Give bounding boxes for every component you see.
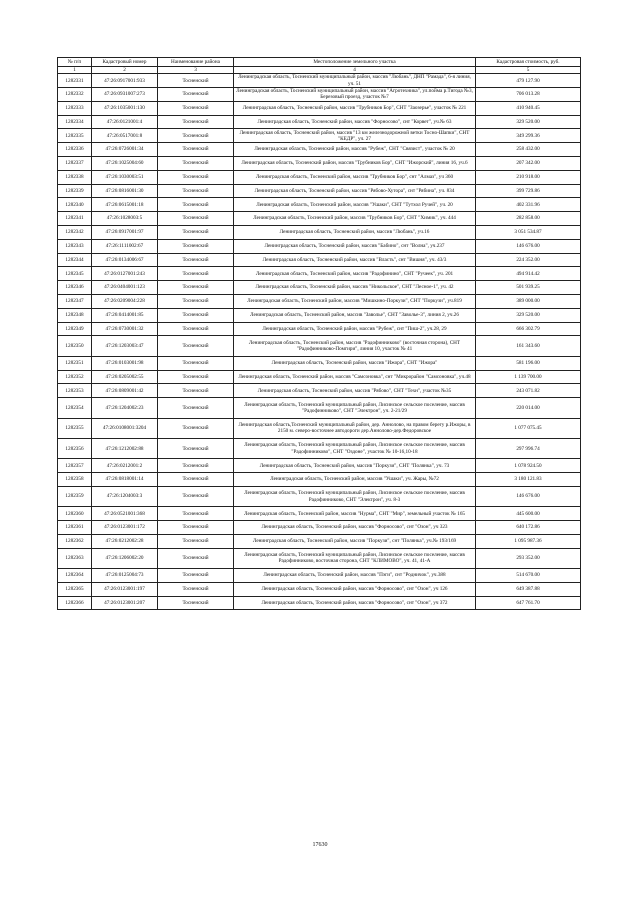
district-name: Тосненский — [158, 398, 234, 418]
table-row — [58, 239, 581, 253]
cadastral-value: 649 387.88 — [476, 582, 581, 596]
district-name: Тосненский — [158, 115, 234, 129]
land-location: Ленинградская область, Тосненский район, массив "Ижора", СНТ "Ижора" — [234, 356, 476, 370]
table-row — [58, 212, 581, 226]
cadastral-value: 1 139 700.00 — [476, 370, 581, 384]
table-row — [58, 569, 581, 583]
district-name: Тосненский — [158, 308, 234, 322]
land-location: Ленинградская область,Тосненский муниципальный район, дер. Аннолово, на правом берегу р.Ижоры, в 2150 м. северо-восточнее автодороги дер.Аннолово-дер.Федоровское — [234, 418, 476, 438]
cadastral-value: 640 172.86 — [476, 521, 581, 535]
land-location: Ленинградская область, Тосненский район, массив "Власть", снт "Вишня", уч. 43/3 — [234, 253, 476, 267]
cadastral-value: 349 299.36 — [476, 129, 581, 143]
district-name: Тосненский — [158, 459, 234, 473]
table-row — [58, 156, 581, 170]
district-name: Тосненский — [158, 521, 234, 535]
cadastral-number: 47:26:0123001:172 — [92, 521, 158, 535]
cadastral-number: 47:26:0134006:67 — [92, 253, 158, 267]
table-row — [58, 322, 581, 336]
cadastral-value: 161 343.60 — [476, 336, 581, 356]
land-location: Ленинградская область, Тосненский район, массив "Рубеж", СНТ "Связист", участок № 20 — [234, 143, 476, 157]
cadastral-value: 146 676.00 — [476, 486, 581, 506]
land-location: Ленинградская область, Тосненский район, массив "13 км железнодорожной ветки Тосно-Шапки", СНТ "КЕДР", уч. 27 — [234, 129, 476, 143]
cadastral-value: 146 676.00 — [476, 239, 581, 253]
table-row — [58, 548, 581, 568]
cadastral-value: 224 352.00 — [476, 253, 581, 267]
cadastral-value: 581 196.00 — [476, 356, 581, 370]
land-location: Ленинградская область, Тосненский район, массив "Мишкино-Поркузи", СНТ "Поркузи", уч.819 — [234, 294, 476, 308]
table-row — [58, 521, 581, 535]
row-number: 1282340 — [58, 198, 92, 212]
land-location: Ленинградская область, Тосненский район, массив "Радофинино", СНТ "Ручеек", уч. 201 — [234, 267, 476, 281]
cadastral-number: 47:26:1111002:67 — [92, 239, 158, 253]
cadastral-number: 47:26:0209004:228 — [92, 294, 158, 308]
land-location: Ленинградская область, Тосненский район, массив "Никольское", СНТ "Лесное-1", уч. 42 — [234, 281, 476, 295]
row-number: 1282336 — [58, 143, 92, 157]
row-number: 1282349 — [58, 322, 92, 336]
cadastral-number: 47:26:0917001:97 — [92, 225, 158, 239]
row-number: 1282333 — [58, 101, 92, 115]
district-name: Тосненский — [158, 473, 234, 487]
district-name: Тосненский — [158, 569, 234, 583]
land-location: Ленинградская область, Тосненский район, массив "Пэги", снт "Родничок", уч.388 — [234, 569, 476, 583]
row-number: 1282355 — [58, 418, 92, 438]
cadastral-value: 1 077 075.45 — [476, 418, 581, 438]
land-location: Ленинградская область, Тосненский район, массив "Ушаки", уч. Жары, №72 — [234, 473, 476, 487]
cadastral-number: 47:26:0123001:197 — [92, 582, 158, 596]
cadastral-value: 282 858.00 — [476, 212, 581, 226]
cadastral-number: 47:26:0205002:55 — [92, 370, 158, 384]
land-location: Ленинградская область, Тосненский район, массив "Форносово", снт "Корвет", уч.№ 63 — [234, 115, 476, 129]
table-row — [58, 370, 581, 384]
cadastral-number: 47:26:1028003:5 — [92, 212, 158, 226]
cadastral-number: 47:26:0212001:2 — [92, 459, 158, 473]
cadastral-number: 47:26:0615001:18 — [92, 198, 158, 212]
cadastral-number: 47:26:1025004:60 — [92, 156, 158, 170]
row-number: 1282337 — [58, 156, 92, 170]
cadastral-number: 47:26:1035001:130 — [92, 101, 158, 115]
cadastral-value-document — [57, 57, 580, 610]
row-number: 1282344 — [58, 253, 92, 267]
cadastral-value: 647 761.70 — [476, 596, 581, 610]
cadastral-number: 47:26:0404001:123 — [92, 281, 158, 295]
table-row — [58, 398, 581, 418]
land-location: Ленинградская область, Тосненский район, массив "Форносово", снт "Озон", уч 323 — [234, 521, 476, 535]
district-name: Тосненский — [158, 143, 234, 157]
land-location: Ленинградская область, Тосненский муниципальный район, массив "Агротехника", ул.пойма р.Тигода №3, Березовый проезд, участок №7 — [234, 88, 476, 102]
table-row — [58, 582, 581, 596]
district-name: Тосненский — [158, 548, 234, 568]
cadastral-number: 47:26:0212002:28 — [92, 534, 158, 548]
district-name: Тосненский — [158, 129, 234, 143]
col-index-5: 5 — [476, 67, 581, 74]
cadastral-value: 389 000.00 — [476, 294, 581, 308]
land-location: Ленинградская область, Тосненский район, массив "Заволье", СНТ "Заволье-3", линия 2, уч.26 — [234, 308, 476, 322]
row-number: 1282351 — [58, 356, 92, 370]
page-number: 17630 — [312, 842, 328, 848]
table-row — [58, 308, 581, 322]
table-row — [58, 281, 581, 295]
cadastral-value: 402 331.96 — [476, 198, 581, 212]
cadastral-number: 47:26:0121001:4 — [92, 115, 158, 129]
col-header-district: Наименование района — [158, 58, 234, 67]
cadastral-number: 47:26:0127001:243 — [92, 267, 158, 281]
district-name: Тосненский — [158, 356, 234, 370]
cadastral-table — [57, 57, 581, 610]
table-row — [58, 115, 581, 129]
district-name: Тосненский — [158, 294, 234, 308]
district-name: Тосненский — [158, 596, 234, 610]
district-name: Тосненский — [158, 156, 234, 170]
table-row — [58, 74, 581, 88]
table-row — [58, 336, 581, 356]
land-location: Ленинградская область, Тосненский район, массив "Форносово", снт "Озон", уч 372 — [234, 596, 476, 610]
cadastral-number: 47:26:1204002:23 — [92, 398, 158, 418]
table-row — [58, 267, 581, 281]
cadastral-value: 479 127.90 — [476, 74, 581, 88]
table-body — [58, 74, 581, 610]
land-location: Ленинградская область, Тосненский муниципальный район, массив "Любань", ДНП "Рамада", 6-я линия, уч. 51 — [234, 74, 476, 88]
row-number: 1282334 — [58, 115, 92, 129]
cadastral-number: 47:26:0103001:98 — [92, 356, 158, 370]
cadastral-number: 47:26:0108001:3204 — [92, 418, 158, 438]
cadastral-number: 47:26:0809001:42 — [92, 384, 158, 398]
row-number: 1282346 — [58, 281, 92, 295]
land-location: Ленинградская область, Тосненский район, массив "Рябово-Хутора", снт "Рябина", уч. 834 — [234, 184, 476, 198]
col-index-2: 2 — [92, 67, 158, 74]
cadastral-number: 47:26:0125004:73 — [92, 569, 158, 583]
header-row — [58, 58, 581, 67]
cadastral-number: 47:26:0931007:273 — [92, 88, 158, 102]
district-name: Тосненский — [158, 322, 234, 336]
cadastral-value: 220 014.00 — [476, 398, 581, 418]
land-location: Ленинградская область, Тосненский район, массив "Ушаки", СНТ "Тутхол Ручей", уч. 20 — [234, 198, 476, 212]
table-row — [58, 129, 581, 143]
col-index-1: 1 — [58, 67, 92, 74]
cadastral-value: 445 600.00 — [476, 507, 581, 521]
cadastral-value: 207 342.00 — [476, 156, 581, 170]
col-header-number: № п/п — [58, 58, 92, 67]
land-location: Ленинградская область, Тосненский район, массив "Нурма", СНТ "Мир", земельный участок № 165 — [234, 507, 476, 521]
row-number: 1282341 — [58, 212, 92, 226]
row-number: 1282335 — [58, 129, 92, 143]
cadastral-value: 1 078 924.50 — [476, 459, 581, 473]
cadastral-value: 410 940.45 — [476, 101, 581, 115]
cadastral-number: 47:26:1206002:20 — [92, 548, 158, 568]
cadastral-value: 297 996.74 — [476, 438, 581, 458]
cadastral-value: 514 670.00 — [476, 569, 581, 583]
district-name: Тосненский — [158, 582, 234, 596]
district-name: Тосненский — [158, 534, 234, 548]
table-row — [58, 438, 581, 458]
column-index-row — [58, 67, 581, 74]
district-name: Тосненский — [158, 281, 234, 295]
cadastral-value: 1 095 987.36 — [476, 534, 581, 548]
row-number: 1282338 — [58, 170, 92, 184]
table-row — [58, 473, 581, 487]
table-row — [58, 418, 581, 438]
cadastral-number: 47:26:0123001:207 — [92, 596, 158, 610]
row-number: 1282363 — [58, 548, 92, 568]
land-location: Ленинградская область, Тосненский район, массив "Рябово", СНТ "Техн", участок №35 — [234, 384, 476, 398]
table-row — [58, 459, 581, 473]
table-row — [58, 225, 581, 239]
row-number: 1282358 — [58, 473, 92, 487]
district-name: Тосненский — [158, 418, 234, 438]
table-row — [58, 596, 581, 610]
table-row — [58, 170, 581, 184]
row-number: 1282357 — [58, 459, 92, 473]
table-row — [58, 184, 581, 198]
table-row — [58, 507, 581, 521]
cadastral-number: 47:26:0816001:30 — [92, 184, 158, 198]
district-name: Тосненский — [158, 507, 234, 521]
cadastral-number: 47:26:0414001:85 — [92, 308, 158, 322]
land-location: Ленинградская область, Тосненский муниципальный район, Лисинское сельское поселение, массив Радофинниково, восточная сторона, СНТ "КЛИМОВО", уч. 41, 41-А — [234, 548, 476, 568]
cadastral-value: 706 013.28 — [476, 88, 581, 102]
row-number: 1282359 — [58, 486, 92, 506]
row-number: 1282360 — [58, 507, 92, 521]
row-number: 1282354 — [58, 398, 92, 418]
cadastral-value: 3 051 534.87 — [476, 225, 581, 239]
district-name: Тосненский — [158, 438, 234, 458]
table-row — [58, 534, 581, 548]
district-name: Тосненский — [158, 267, 234, 281]
row-number: 1282350 — [58, 336, 92, 356]
table-row — [58, 486, 581, 506]
district-name: Тосненский — [158, 384, 234, 398]
land-location: Ленинградская область, Тосненский район, массив "Любань", уч.16 — [234, 225, 476, 239]
cadastral-number: 47:26:1204003:3 — [92, 486, 158, 506]
land-location: Ленинградская область, Тосненский район, массив "Трубников Бор", СНТ "Химик", уч. 444 — [234, 212, 476, 226]
cadastral-number: 47:26:1212002:88 — [92, 438, 158, 458]
table-row — [58, 253, 581, 267]
district-name: Тосненский — [158, 198, 234, 212]
col-header-cadastral-number: Кадастровый номер — [92, 58, 158, 67]
land-location: Ленинградская область, Тосненский район, массив "Трубников Бор", СНТ "Заозерье", участок № 221 — [234, 101, 476, 115]
cadastral-value: 293 352.00 — [476, 548, 581, 568]
land-location: Ленинградская область, Тосненский район, массив "Поркузи", СНТ "Полянка", уч. 73 — [234, 459, 476, 473]
col-header-cadastral-value: Кадастровая стоимость, руб. — [476, 58, 581, 67]
row-number: 1282353 — [58, 384, 92, 398]
district-name: Тосненский — [158, 212, 234, 226]
row-number: 1282361 — [58, 521, 92, 535]
district-name: Тосненский — [158, 74, 234, 88]
row-number: 1282356 — [58, 438, 92, 458]
cadastral-value: 258 432.00 — [476, 143, 581, 157]
row-number: 1282365 — [58, 582, 92, 596]
cadastral-value: 3 180 121.83 — [476, 473, 581, 487]
row-number: 1282331 — [58, 74, 92, 88]
land-location: Ленинградская область, Тосненский муниципальный район, Лисинское сельское поселение, массив "Радофинниково", СНТ "Оздоне", участок № 10-16,10-18 — [234, 438, 476, 458]
district-name: Тосненский — [158, 486, 234, 506]
land-location: Ленинградская область, Тосненский муниципальный район, Лисинское сельское поселение, массив "Радофинниково", СНТ "Электрон", уч. 2-21/29 — [234, 398, 476, 418]
district-name: Тосненский — [158, 239, 234, 253]
district-name: Тосненский — [158, 184, 234, 198]
col-index-4: 4 — [234, 67, 476, 74]
cadastral-number: 47:26:0521001:368 — [92, 507, 158, 521]
district-name: Тосненский — [158, 253, 234, 267]
cadastral-number: 47:26:0818001:14 — [92, 473, 158, 487]
row-number: 1282362 — [58, 534, 92, 548]
col-index-3: 3 — [158, 67, 234, 74]
district-name: Тосненский — [158, 88, 234, 102]
district-name: Тосненский — [158, 336, 234, 356]
land-location: Ленинградская область, Тосненский район, массив "Бабино", снт "Волна", уч.237 — [234, 239, 476, 253]
district-name: Тосненский — [158, 225, 234, 239]
table-row — [58, 384, 581, 398]
row-number: 1282348 — [58, 308, 92, 322]
cadastral-value: 501 939.25 — [476, 281, 581, 295]
cadastral-value: 666 302.79 — [476, 322, 581, 336]
cadastral-number: 47:26:0730001:32 — [92, 322, 158, 336]
land-location: Ленинградская область, Тосненский район, массив "Рубеж", снт "Пиш-2", уч.28, 29 — [234, 322, 476, 336]
cadastral-number: 47:26:1030003:51 — [92, 170, 158, 184]
cadastral-number: 47:26:0726001:34 — [92, 143, 158, 157]
cadastral-value: 329 520.00 — [476, 308, 581, 322]
row-number: 1282352 — [58, 370, 92, 384]
cadastral-value: 399 729.86 — [476, 184, 581, 198]
table-row — [58, 143, 581, 157]
land-location: Ленинградская область, Тосненский район, массив "Поркузи", снт "Полянка", уч.№ 193/169 — [234, 534, 476, 548]
row-number: 1282347 — [58, 294, 92, 308]
cadastral-value: 210 918.00 — [476, 170, 581, 184]
cadastral-value: 494 914.42 — [476, 267, 581, 281]
table-row — [58, 356, 581, 370]
land-location: Ленинградская область, Тосненский район, массив "Самсоновка", снт "Микрорайон "Самсоновка", уч.48 — [234, 370, 476, 384]
cadastral-number: 47:26:0517001:8 — [92, 129, 158, 143]
row-number: 1282339 — [58, 184, 92, 198]
table-row — [58, 198, 581, 212]
row-number: 1282342 — [58, 225, 92, 239]
row-number: 1282332 — [58, 88, 92, 102]
district-name: Тосненский — [158, 370, 234, 384]
row-number: 1282345 — [58, 267, 92, 281]
cadastral-value: 243 071.82 — [476, 384, 581, 398]
table-row — [58, 88, 581, 102]
district-name: Тосненский — [158, 101, 234, 115]
col-header-location: Местоположение земельного участка — [234, 58, 476, 67]
land-location: Ленинградская область, Тосненский район, массив "Трубников Бор", СНТ "Ижорский", линия 16, уч.6 — [234, 156, 476, 170]
row-number: 1282343 — [58, 239, 92, 253]
cadastral-number: 47:26:0917001:933 — [92, 74, 158, 88]
cadastral-value: 329 520.00 — [476, 115, 581, 129]
land-location: Ленинградская область, Тосненский муниципальный район, Лисинское сельское поселение, массив Радофинниково, СНТ "Электрон", уч. 8-3 — [234, 486, 476, 506]
district-name: Тосненский — [158, 170, 234, 184]
table-row — [58, 294, 581, 308]
cadastral-number: 47:26:1203003:47 — [92, 336, 158, 356]
land-location: Ленинградская область, Тосненский район, массив "Форносово", снт "Озон", уч 126 — [234, 582, 476, 596]
land-location: Ленинградская область, Тосненский район, массив "Радофинниково" (восточная сторона), СНТ "Радофинниково-Помгири", линия 10, участок № 41 — [234, 336, 476, 356]
land-location: Ленинградская область, Тосненский район, массив "Трубников Бор", снт "Алмаз", уч 360 — [234, 170, 476, 184]
row-number: 1282366 — [58, 596, 92, 610]
row-number: 1282364 — [58, 569, 92, 583]
table-row — [58, 101, 581, 115]
